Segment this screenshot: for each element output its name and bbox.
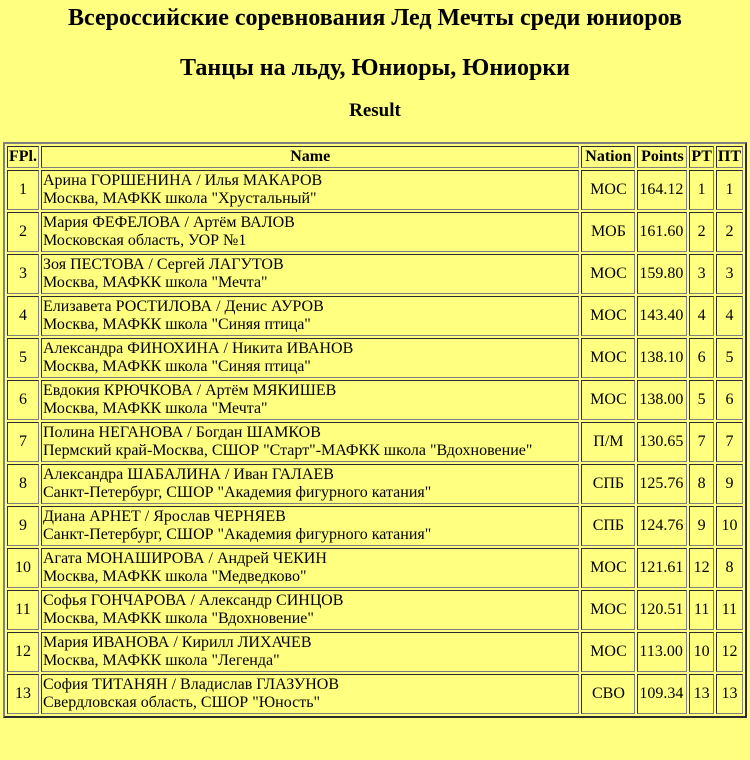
pt-cell: 13	[716, 674, 743, 714]
points-cell: 113.00	[637, 632, 687, 672]
pair-names: Мария ФЕФЕЛОВА / Артём ВАЛОВ	[43, 214, 295, 231]
club-name: Москва, МАФКК школа "Синяя птица"	[43, 316, 311, 333]
pair-names: Агата МОНАШИРОВА / Андрей ЧЕКИН	[43, 550, 327, 567]
pt-cell: 12	[716, 632, 743, 672]
pair-names: Евдокия КРЮЧКОВА / Артём МЯКИШЕВ	[43, 382, 337, 399]
nation-cell: СПБ	[581, 464, 635, 504]
nation-cell: СПБ	[581, 506, 635, 546]
pair-names: Арина ГОРШЕНИНА / Илья МАКАРОВ	[43, 172, 323, 189]
place-cell: 9	[7, 506, 39, 546]
pt-cell: 2	[716, 212, 743, 252]
nation-cell: МОС	[581, 338, 635, 378]
rt-cell: 2	[689, 212, 713, 252]
club-name: Москва, МАФКК школа "Мечта"	[43, 400, 268, 417]
col-rt: PT	[689, 146, 713, 168]
place-cell: 10	[7, 548, 39, 588]
place-cell: 7	[7, 422, 39, 462]
place-cell: 6	[7, 380, 39, 420]
name-cell	[41, 548, 579, 588]
rt-cell: 9	[689, 506, 713, 546]
place-cell: 4	[7, 296, 39, 336]
table-row	[7, 212, 743, 252]
pt-cell: 11	[716, 590, 743, 630]
points-cell: 164.12	[637, 170, 687, 210]
pair-names: Зоя ПЕСТОВА / Сергей ЛАГУТОВ	[43, 256, 284, 273]
club-name: Московская область, УОР №1	[43, 232, 247, 249]
rt-cell: 5	[689, 380, 713, 420]
name-cell	[41, 296, 579, 336]
header-row	[7, 146, 743, 168]
place-cell: 12	[7, 632, 39, 672]
rt-cell: 6	[689, 338, 713, 378]
table-row	[7, 674, 743, 714]
pt-cell: 10	[716, 506, 743, 546]
pt-cell: 9	[716, 464, 743, 504]
nation-cell: СВО	[581, 674, 635, 714]
section-title: Result	[349, 100, 401, 121]
place-cell: 13	[7, 674, 39, 714]
name-cell	[41, 380, 579, 420]
pair-names: София ТИТАНЯН / Владислав ГЛАЗУНОВ	[43, 676, 340, 693]
pt-cell: 6	[716, 380, 743, 420]
nation-cell: МОС	[581, 170, 635, 210]
rt-cell: 13	[689, 674, 713, 714]
points-cell: 130.65	[637, 422, 687, 462]
club-name: Москва, МАФКК школа "Хрустальный"	[43, 190, 317, 207]
club-name: Москва, МАФКК школа "Медведково"	[43, 568, 307, 585]
rt-cell: 12	[689, 548, 713, 588]
name-cell	[41, 170, 579, 210]
name-cell	[41, 254, 579, 294]
pt-cell: 1	[716, 170, 743, 210]
col-points: Points	[637, 146, 687, 168]
nation-cell: МОС	[581, 254, 635, 294]
points-cell: 121.61	[637, 548, 687, 588]
name-cell	[41, 422, 579, 462]
table-row	[7, 506, 743, 546]
club-name: Москва, МАФКК школа "Легенда"	[43, 652, 280, 669]
table-row	[7, 548, 743, 588]
col-nation: Nation	[581, 146, 635, 168]
club-name: Санкт-Петербург, СШОР "Академия фигурного катания"	[43, 484, 432, 501]
place-cell: 5	[7, 338, 39, 378]
place-cell: 11	[7, 590, 39, 630]
table-row	[7, 590, 743, 630]
results-table	[3, 142, 747, 718]
table-row	[7, 632, 743, 672]
pair-names: Александра ФИНОХИНА / Никита ИВАНОВ	[43, 340, 354, 357]
club-name: Москва, МАФКК школа "Вдохновение"	[43, 610, 314, 627]
page	[0, 4, 750, 718]
table-row	[7, 380, 743, 420]
points-cell: 120.51	[637, 590, 687, 630]
nation-cell: МОС	[581, 548, 635, 588]
rt-cell: 10	[689, 632, 713, 672]
nation-cell: П/М	[581, 422, 635, 462]
points-cell: 138.10	[637, 338, 687, 378]
pt-cell: 5	[716, 338, 743, 378]
rt-cell: 1	[689, 170, 713, 210]
rt-cell: 3	[689, 254, 713, 294]
nation-cell: МОС	[581, 590, 635, 630]
name-cell	[41, 212, 579, 252]
name-cell	[41, 590, 579, 630]
rt-cell: 8	[689, 464, 713, 504]
table-row	[7, 254, 743, 294]
club-name: Санкт-Петербург, СШОР "Академия фигурного катания"	[43, 526, 432, 543]
nation-cell: МОБ	[581, 212, 635, 252]
pt-cell: 7	[716, 422, 743, 462]
rt-cell: 4	[689, 296, 713, 336]
pair-names: Полина НЕГАНОВА / Богдан ШАМКОВ	[43, 424, 321, 441]
points-cell: 125.76	[637, 464, 687, 504]
points-cell: 159.80	[637, 254, 687, 294]
points-cell: 124.76	[637, 506, 687, 546]
name-cell	[41, 464, 579, 504]
pt-cell: 4	[716, 296, 743, 336]
table-row	[7, 464, 743, 504]
pair-names: Софья ГОНЧАРОВА / Александр СИНЦОВ	[43, 592, 344, 609]
pt-cell: 3	[716, 254, 743, 294]
nation-cell: МОС	[581, 296, 635, 336]
pair-names: Мария ИВАНОВА / Кирилл ЛИХАЧЕВ	[43, 634, 312, 651]
pair-names: Александра ШАБАЛИНА / Иван ГАЛАЕВ	[43, 466, 334, 483]
category-title: Танцы на льду, Юниоры, Юниорки	[180, 55, 570, 81]
points-cell: 138.00	[637, 380, 687, 420]
col-name: Name	[41, 146, 579, 168]
col-fpl: FPl.	[7, 146, 39, 168]
name-cell	[41, 338, 579, 378]
place-cell: 8	[7, 464, 39, 504]
table-row	[7, 338, 743, 378]
event-title: Всероссийские соревнования Лед Мечты среди юниоров	[68, 5, 682, 31]
points-cell: 109.34	[637, 674, 687, 714]
name-cell	[41, 632, 579, 672]
club-name: Москва, МАФКК школа "Синяя птица"	[43, 358, 311, 375]
table-row	[7, 170, 743, 210]
table-row	[7, 422, 743, 462]
place-cell: 3	[7, 254, 39, 294]
nation-cell: МОС	[581, 380, 635, 420]
pt-cell: 8	[716, 548, 743, 588]
rt-cell: 11	[689, 590, 713, 630]
place-cell: 2	[7, 212, 39, 252]
points-cell: 143.40	[637, 296, 687, 336]
pair-names: Елизавета РОСТИЛОВА / Денис АУРОВ	[43, 298, 324, 315]
col-pt: ПТ	[716, 146, 743, 168]
club-name: Свердловская область, СШОР "Юность"	[43, 694, 321, 711]
name-cell	[41, 506, 579, 546]
rt-cell: 7	[689, 422, 713, 462]
name-cell	[41, 674, 579, 714]
nation-cell: МОС	[581, 632, 635, 672]
points-cell: 161.60	[637, 212, 687, 252]
club-name: Пермский край-Москва, СШОР "Старт"-МАФКК школа "Вдохновение"	[43, 442, 533, 459]
pair-names: Диана АРНЕТ / Ярослав ЧЕРНЯЕВ	[43, 508, 286, 525]
table-row	[7, 296, 743, 336]
club-name: Москва, МАФКК школа "Мечта"	[43, 274, 268, 291]
place-cell: 1	[7, 170, 39, 210]
